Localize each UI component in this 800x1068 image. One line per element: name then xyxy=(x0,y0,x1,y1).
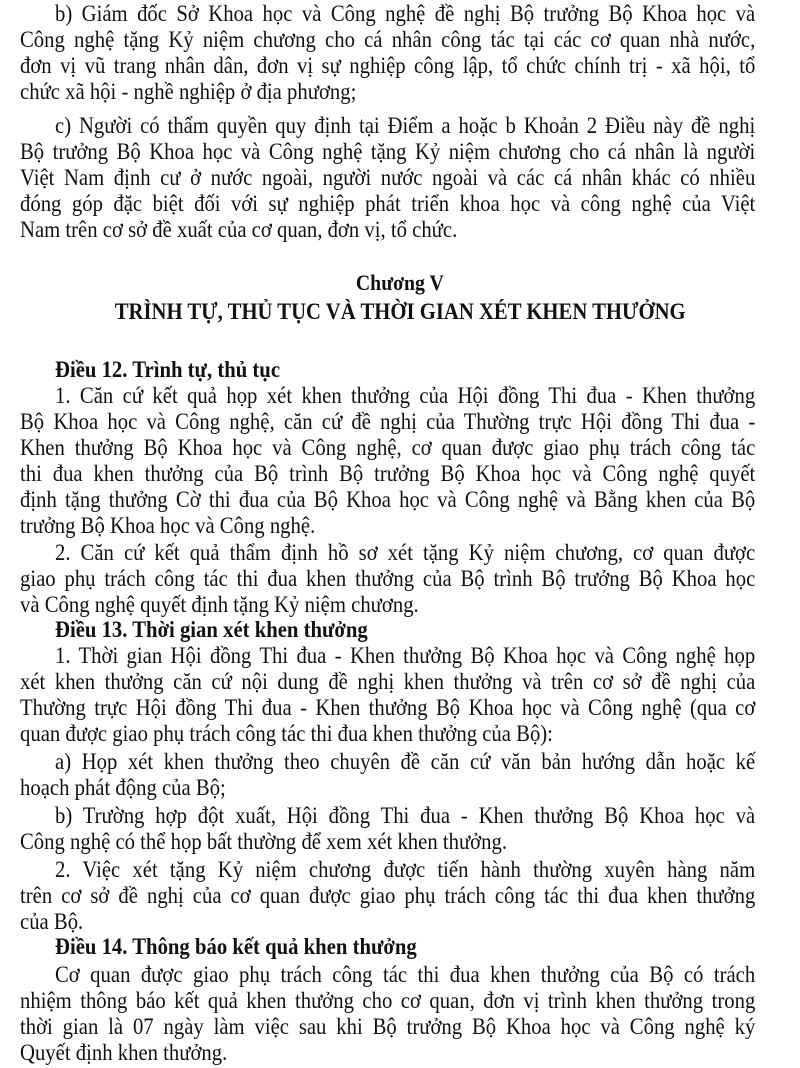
text-line: Bộ Khoa học và Công nghệ, căn cứ đề nghị của Thường trực Hội đồng Thi đua - xyxy=(20,409,756,434)
text-line: xét khen thưởng căn cứ nội dung đề nghị khen thưởng và trên cơ sở đề nghị của xyxy=(20,669,756,694)
text-line: Quyết định khen thưởng. xyxy=(20,1040,228,1065)
text-line: 1. Thời gian Hội đồng Thi đua - Khen thưởng Bộ Khoa học và Công nghệ họp xyxy=(55,643,756,668)
text-line: 2. Căn cứ kết quả thẩm định hồ sơ xét tặng Kỷ niệm chương, cơ quan được xyxy=(55,540,756,565)
text-line: đơn vị vũ trang nhân dân, đơn vị sự nghiệp công lập, tổ chức chính trị - xã hội, tổ xyxy=(20,53,756,78)
text-line: đóng góp đặc biệt đối với sự nghiệp phát triển khoa học và công nghệ của Việt xyxy=(20,191,756,216)
text-line: Thường trực Hội đồng Thi đua - Khen thưởng Bộ Khoa học và Công nghệ (qua cơ xyxy=(20,695,756,720)
text-line: Công nghệ tặng Kỷ niệm chương cho cá nhân công tác tại các cơ quan nhà nước, xyxy=(20,27,756,52)
text-line: Việt Nam định cư ở nước ngoài, người nước ngoài và các cá nhân khác có nhiều xyxy=(20,165,756,190)
text-line: c) Người có thẩm quyền quy định tại Điểm a hoặc b Khoản 2 Điều này đề nghị xyxy=(55,113,756,138)
text-line: b) Giám đốc Sở Khoa học và Công nghệ đề nghị Bộ trưởng Bộ Khoa học và xyxy=(55,1,756,26)
text-line: Công nghệ có thể họp bất thường để xem xét khen thưởng. xyxy=(20,829,507,854)
article-heading: Điều 12. Trình tự, thủ tục xyxy=(55,357,281,382)
text-line: Nam trên cơ sở đề xuất của cơ quan, đơn vị, tổ chức. xyxy=(20,217,458,242)
text-line: quan được giao phụ trách công tác thi đua khen thưởng của Bộ): xyxy=(20,721,553,746)
text-line: thời gian là 07 ngày làm việc sau khi Bộ trưởng Bộ Khoa học và Công nghệ ký xyxy=(20,1014,756,1039)
chapter-label-text: Chương V xyxy=(356,270,444,295)
text-line: chức xã hội - nghề nghiệp ở địa phương; xyxy=(20,79,357,104)
text-line: trưởng Bộ Khoa học và Công nghệ. xyxy=(20,513,316,538)
chapter-label xyxy=(0,269,800,297)
text-line: định tặng thưởng Cờ thi đua của Bộ Khoa học và Công nghệ và Bằng khen của Bộ xyxy=(20,487,756,512)
text-line: nhiệm thông báo kết quả khen thưởng cho cơ quan, đơn vị trình khen thưởng trong xyxy=(20,988,756,1013)
text-line: Khen thưởng Bộ Khoa học và Công nghệ, cơ quan được giao phụ trách công tác xyxy=(20,435,756,460)
text-line: trên cơ sở đề nghị của cơ quan được giao phụ trách công tác thi đua khen thưởng xyxy=(20,883,756,908)
text-line: 2. Việc xét tặng Kỷ niệm chương được tiến hành thường xuyên hàng năm xyxy=(55,857,756,882)
text-line: b) Trường hợp đột xuất, Hội đồng Thi đua - Khen thưởng Bộ Khoa học và xyxy=(55,803,756,828)
text-line: của Bộ. xyxy=(20,909,84,934)
text-line: hoạch phát động của Bộ; xyxy=(20,775,226,800)
text-line: và Công nghệ quyết định tặng Kỷ niệm chương. xyxy=(20,592,419,617)
text-line: Bộ trưởng Bộ Khoa học và Công nghệ tặng Kỷ niệm chương cho cá nhân là người xyxy=(20,139,756,164)
text-line: Cơ quan được giao phụ trách công tác thi đua khen thưởng của Bộ có trách xyxy=(55,962,756,987)
text-line: thi đua khen thưởng của Bộ trình Bộ trưởng Bộ Khoa học và Công nghệ quyết xyxy=(20,461,756,486)
article-heading: Điều 14. Thông báo kết quả khen thưởng xyxy=(55,934,417,959)
chapter-title xyxy=(0,298,800,326)
text-line: giao phụ trách công tác thi đua khen thưởng của Bộ trình Bộ trưởng Bộ Khoa học xyxy=(20,566,756,591)
text-line: a) Họp xét khen thưởng theo chuyên đề căn cứ văn bản hướng dẫn hoặc kế xyxy=(55,749,756,774)
chapter-title-text: TRÌNH TỰ, THỦ TỤC VÀ THỜI GIAN XÉT KHEN THƯỞNG xyxy=(114,299,686,324)
text-line: 1. Căn cứ kết quả họp xét khen thưởng của Hội đồng Thi đua - Khen thưởng xyxy=(55,383,756,408)
article-heading: Điều 13. Thời gian xét khen thưởng xyxy=(55,617,368,642)
